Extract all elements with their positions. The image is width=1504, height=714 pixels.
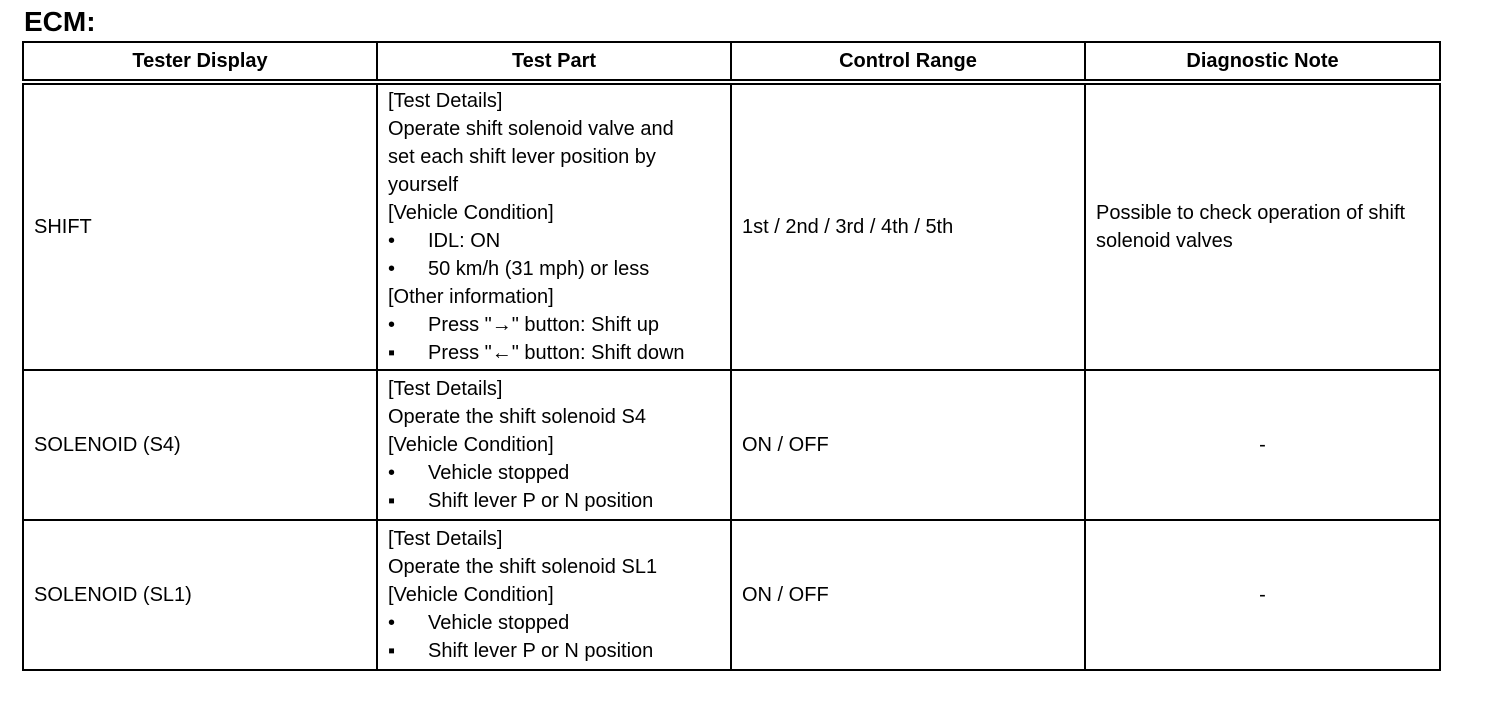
test-part-line: Operate shift solenoid valve and [388, 118, 674, 140]
bullet-dot-icon: • [388, 230, 396, 252]
tester-display-cell: SOLENOID (S4) [23, 370, 377, 520]
control-range-cell: ON / OFF [731, 520, 1085, 670]
tester-display-cell: SHIFT [23, 82, 377, 370]
test-part-line: Operate the shift solenoid SL1 [388, 556, 658, 578]
header-tester-display: Tester Display [23, 42, 377, 82]
tester-display-cell: SOLENOID (SL1) [23, 520, 377, 670]
bullet-text: IDL: ON [428, 230, 501, 252]
bullet-item [388, 227, 720, 255]
bullet-dot-icon: • [388, 462, 396, 484]
diagnostic-note-cell: - [1085, 520, 1440, 670]
diagnostic-note-cell [1085, 82, 1440, 370]
bullet-square-icon: ▪ [388, 490, 396, 512]
table-row [23, 520, 1440, 670]
bullet-item [388, 311, 720, 339]
bullet-item [388, 459, 720, 487]
bullet-square-icon: ▪ [388, 342, 396, 364]
test-part-line: [Test Details] [388, 528, 503, 550]
control-range-cell: ON / OFF [731, 370, 1085, 520]
test-part-line: [Vehicle Condition] [388, 434, 554, 456]
bullet-dot-icon: • [388, 258, 396, 280]
ecm-active-test-table [22, 41, 1441, 671]
bullet-text: Press "→" button: Shift up [428, 314, 659, 336]
test-part-line: Operate the shift solenoid S4 [388, 406, 646, 428]
header-row [23, 42, 1440, 82]
test-part-line: [Test Details] [388, 90, 503, 112]
test-part-cell [377, 370, 731, 520]
bullet-text: Vehicle stopped [428, 462, 570, 484]
control-range-cell: 1st / 2nd / 3rd / 4th / 5th [731, 82, 1085, 370]
test-part-line: [Vehicle Condition] [388, 202, 554, 224]
test-part-cell [377, 520, 731, 670]
bullet-text: Shift lever P or N position [428, 490, 654, 512]
bullet-dot-icon: • [388, 612, 396, 634]
header-control-range: Control Range [731, 42, 1085, 82]
table-row [23, 82, 1440, 370]
header-diagnostic-note: Diagnostic Note [1085, 42, 1440, 82]
diagnostic-note-cell: - [1085, 370, 1440, 520]
bullet-text: 50 km/h (31 mph) or less [428, 258, 650, 280]
header-test-part: Test Part [377, 42, 731, 82]
bullet-item [388, 487, 720, 515]
bullet-text: Vehicle stopped [428, 612, 570, 634]
bullet-item [388, 255, 720, 283]
diagnostic-note-text: Possible to check operation of shift solenoid valves [1096, 202, 1406, 252]
bullet-text: Press "←" button: Shift down [428, 342, 685, 364]
table-row [23, 370, 1440, 520]
other-information-label: [Other information] [388, 286, 554, 308]
test-part-line: [Vehicle Condition] [388, 584, 554, 606]
bullet-square-icon: ▪ [388, 640, 396, 662]
page-title: ECM: [24, 6, 96, 37]
test-part-line: [Test Details] [388, 378, 503, 400]
bullet-item [388, 637, 720, 665]
bullet-item [388, 609, 720, 637]
bullet-dot-icon: • [388, 314, 396, 336]
test-part-line: yourself [388, 174, 459, 196]
bullet-text: Shift lever P or N position [428, 640, 654, 662]
bullet-item [388, 339, 720, 367]
test-part-line: set each shift lever position by [388, 146, 656, 168]
test-part-cell [377, 82, 731, 370]
